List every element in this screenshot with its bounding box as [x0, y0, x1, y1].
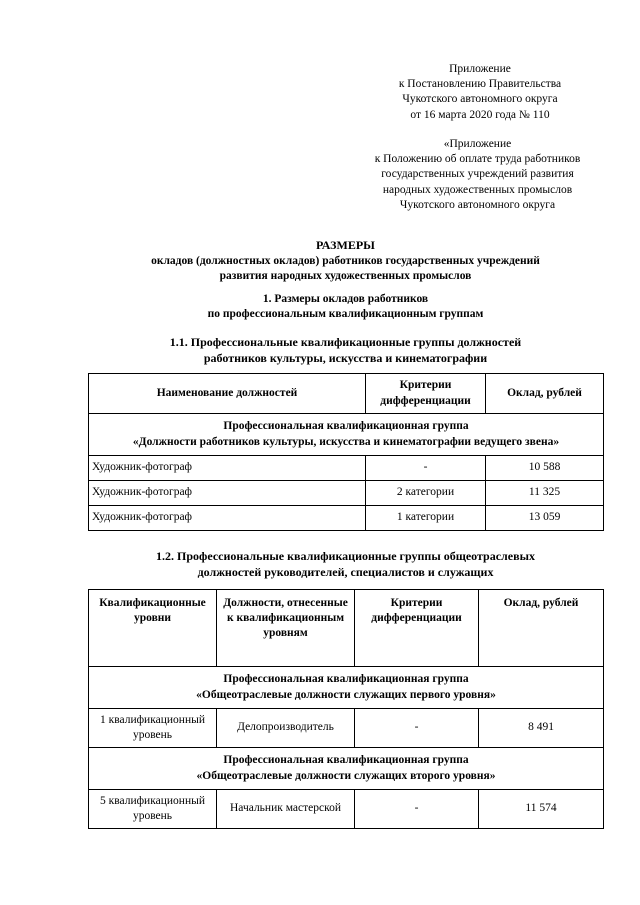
group-line: «Должности работников культуры, искусства и кинематографии ведущего звена»	[132, 435, 560, 448]
group-row	[89, 667, 604, 709]
level-cell: 1 квалификационный уровень	[89, 709, 217, 748]
section-line: по профессиональным квалификационным группам	[207, 308, 484, 321]
header-position: Наименование должностей	[89, 374, 366, 414]
table-row	[89, 506, 604, 531]
title-line: окладов (должностных окладов) работников государственных учреждений	[151, 254, 540, 267]
position-cell: Делопроизводитель	[217, 709, 355, 748]
regulation-line: Чукотского автономного округа	[399, 198, 556, 211]
document-title	[88, 238, 603, 284]
section-1-2-heading	[88, 549, 603, 581]
group-line: Профессиональная квалификационная группа	[223, 673, 469, 686]
header-salary: Оклад, рублей	[486, 374, 604, 414]
section-line: 1.1. Профессиональные квалификационные группы должностей	[169, 335, 522, 349]
criteria-cell: -	[355, 709, 479, 748]
title-heading: РАЗМЕРЫ	[316, 238, 375, 252]
group-row	[89, 414, 604, 456]
table-row	[89, 456, 604, 481]
salary-table-general	[88, 589, 604, 829]
table-header-row	[89, 590, 604, 667]
position-cell: Художник-фотограф	[89, 481, 366, 506]
criteria-cell: 1 категории	[366, 506, 486, 531]
group-cell	[89, 414, 604, 456]
group-line: «Общеотраслевые должности служащих первого уровня»	[196, 688, 496, 701]
salary-cell: 13 059	[486, 506, 604, 531]
appendix-line: от 16 марта 2020 года № 110	[410, 108, 550, 121]
criteria-cell: -	[366, 456, 486, 481]
header-criteria: Критерии дифференциации	[366, 374, 486, 414]
section-1-1-heading	[88, 335, 603, 367]
appendix-line: Чукотского автономного округа	[402, 93, 558, 106]
appendix-line: к Постановлению Правительства	[398, 78, 562, 91]
position-cell: Начальник мастерской	[217, 790, 355, 829]
section-line: 1. Размеры окладов работников	[262, 293, 429, 305]
section-line: работников культуры, искусства и кинематографии	[203, 350, 488, 365]
salary-cell: 11 574	[479, 790, 604, 829]
table-row	[89, 790, 604, 829]
section-1-heading	[88, 292, 603, 322]
title-line: развития народных художественных промыслов	[219, 270, 472, 282]
salary-cell: 8 491	[479, 709, 604, 748]
salary-table-culture	[88, 373, 604, 531]
salary-cell: 10 588	[486, 456, 604, 481]
salary-cell: 11 325	[486, 481, 604, 506]
table-row	[89, 481, 604, 506]
level-cell: 5 квалификационный уровень	[89, 790, 217, 829]
group-cell	[89, 748, 604, 790]
regulation-line: государственных учреждений развития	[381, 168, 574, 181]
position-cell: Художник-фотограф	[89, 506, 366, 531]
group-line: Профессиональная квалификационная группа	[223, 420, 469, 433]
section-line: 1.2. Профессиональные квалификационные группы общеотраслевых	[156, 549, 535, 563]
header-positions: Должности, отнесенные к квалификационным уровням	[217, 590, 355, 667]
group-row	[89, 748, 604, 790]
appendix-reference	[360, 62, 600, 123]
criteria-cell: 2 категории	[366, 481, 486, 506]
group-line: «Общеотраслевые должности служащих второго уровня»	[196, 769, 496, 782]
group-cell	[89, 667, 604, 709]
regulation-reference	[355, 137, 600, 213]
regulation-line: «Приложение	[443, 138, 512, 150]
header-level: Квалификационные уровни	[89, 590, 217, 667]
header-criteria: Критерии дифференциации	[355, 590, 479, 667]
table-row	[89, 709, 604, 748]
group-line: Профессиональная квалификационная группа	[223, 754, 469, 767]
header-salary: Оклад, рублей	[479, 590, 604, 667]
regulation-line: к Положению об оплате труда работников	[374, 153, 581, 166]
appendix-line: Приложение	[449, 63, 511, 75]
section-line: должностей руководителей, специалистов и служащих	[197, 564, 494, 579]
criteria-cell: -	[355, 790, 479, 829]
table-header-row	[89, 374, 604, 414]
position-cell: Художник-фотограф	[89, 456, 366, 481]
regulation-line: народных художественных промыслов	[382, 183, 573, 196]
